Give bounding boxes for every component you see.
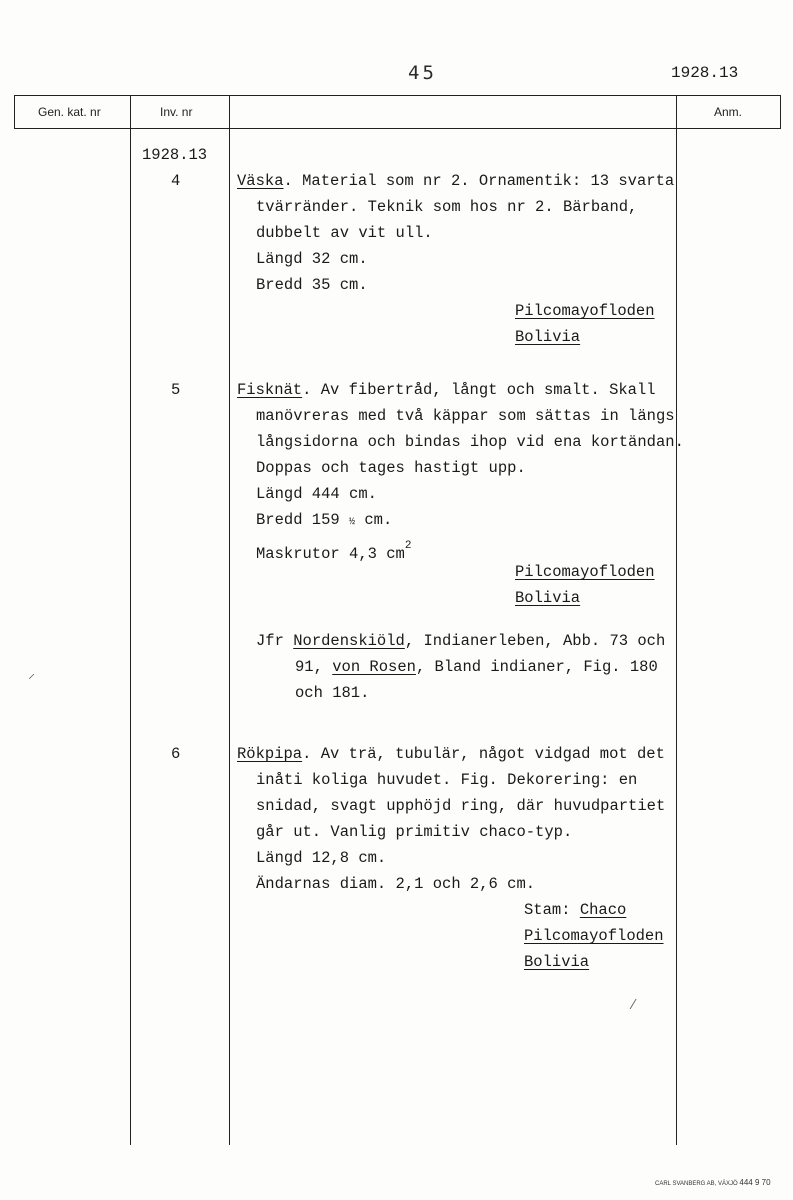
entry-text-line: långsidorna och bindas ihop vid ena kortändan. [256, 433, 684, 451]
location-river: Pilcomayofloden [515, 302, 655, 320]
fraction: ½ [349, 517, 356, 528]
entry-number: 4 [171, 172, 181, 190]
entry-title: Väska [237, 172, 284, 190]
location-country: Bolivia [515, 328, 581, 346]
reference-author: Nordenskiöld [293, 632, 405, 650]
location-river: Pilcomayofloden [515, 563, 655, 581]
page-number: 45 [408, 62, 437, 84]
entry-text-line: Rökpipa. Av trä, tubulär, något vidgad mot det [237, 745, 665, 763]
entry-text-line: Längd 32 cm. [256, 250, 368, 268]
right-border-rule [780, 95, 781, 129]
entry-text-line: Doppas och tages hastigt upp. [256, 459, 526, 477]
location-river: Pilcomayofloden [524, 927, 664, 945]
printer-mark: CARL SVANBERG AB, VÄXJÖ 444 9 70 [655, 1178, 771, 1187]
series-label: 1928.13 [142, 146, 208, 164]
entry-text-line: Bredd 159 ½ cm. [256, 511, 393, 529]
reference-line: Jfr Nordenskiöld, Indianerleben, Abb. 73 och [256, 632, 666, 650]
entry-text-line: Fisknät. Av fibertråd, långt och smalt. Skall [237, 381, 656, 399]
entry-title: Rökpipa [237, 745, 303, 763]
column-header-inv: Inv. nr [160, 105, 193, 119]
entry-text-line: Längd 444 cm. [256, 485, 377, 503]
pencil-mark: ⸝ [28, 666, 35, 682]
entry-title: Fisknät [237, 381, 303, 399]
column-header-anm: Anm. [714, 105, 743, 119]
left-border-rule [14, 95, 15, 129]
entry-text-line: tvärränder. Teknik som hos nr 2. Bärband, [256, 198, 638, 216]
entry-text-line: manövreras med två käppar som sättas in längs [256, 407, 675, 425]
location-country: Bolivia [524, 953, 590, 971]
reference-line: och 181. [295, 684, 370, 702]
stam-line: Stam: Chaco [524, 901, 627, 919]
entry-text-line: Maskrutor 4,3 $cm^2$ [256, 540, 412, 563]
location-country: Bolivia [515, 589, 581, 607]
superscript: 2 [404, 540, 412, 552]
entry-text-line: dubbelt av vit ull. [256, 224, 433, 242]
reference-author: von Rosen [332, 658, 416, 676]
catalog-reference: 1928.13 [671, 64, 739, 82]
entry-text-line: snidad, svagt upphöjd ring, där huvudpartiet [256, 797, 666, 815]
inv-column-rule [229, 95, 230, 1145]
entry-text-line: Bredd 35 cm. [256, 276, 368, 294]
entry-number: 5 [171, 381, 181, 399]
column-header-gen-kat: Gen. kat. nr [38, 105, 101, 119]
pencil-mark: ⁄ [632, 998, 635, 1013]
entry-text-line: går ut. Vanlig primitiv chaco-typ. [256, 823, 573, 841]
entry-text-line: inåti koliga huvudet. Fig. Dekorering: en [256, 771, 638, 789]
entry-number: 6 [171, 745, 181, 763]
entry-text-line: Längd 12,8 cm. [256, 849, 387, 867]
entry-text-line: Väska. Material som nr 2. Ornamentik: 13 svarta [237, 172, 675, 190]
anm-column-rule [676, 95, 677, 1145]
entry-text-line: Ändarnas diam. 2,1 och 2,6 cm. [256, 875, 536, 893]
reference-line: 91, von Rosen, Bland indianer, Fig. 180 [295, 658, 658, 676]
gen-kat-column-rule [130, 95, 131, 1145]
stam-name: Chaco [579, 901, 627, 919]
